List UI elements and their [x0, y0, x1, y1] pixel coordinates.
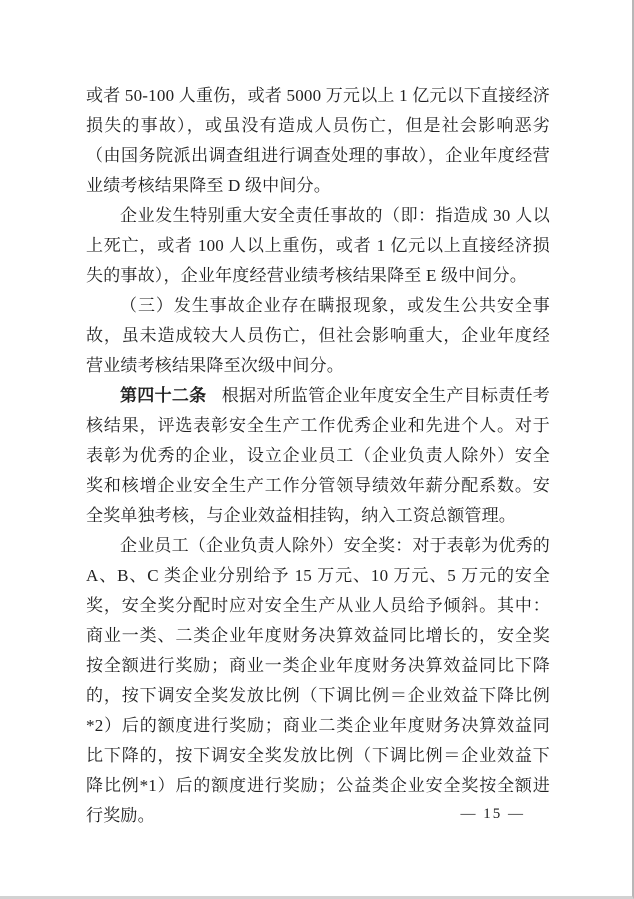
article-42-body: 根据对所监管企业年度安全生产目标责任考核结果，评选表彰安全生产工作优秀企业和先进个人。对于表彰为优秀的企业，设立企业员工（企业负责人除外）安全奖和核增企业安全生产工作分管领导绩效年薪分配系数。安全奖单独考核，与企业效益相挂钩，纳入工资总额管理。 — [86, 386, 550, 525]
document-body — [86, 81, 550, 831]
paragraph-safety-award: 企业员工（企业负责人除外）安全奖：对于表彰为优秀的 A、B、C 类企业分别给予 15 万元、10 万元、5 万元的安全奖，安全奖分配时应对安全生产从业人员给予倾斜。其中：商业一类、二类企业年度财务决算效益同比增长的，安全奖按全额进行奖励；商业一类企业年度财务决算效益同比下降的，按下调安全奖发放比例（下调比例＝企业效益下降比例*2）后的额度进行奖励；商业二类企业年度财务决算效益同比下降的，按下调安全奖发放比例（下调比例＝企业效益下降比例*1）后的额度进行奖励；公益类企业安全奖按全额进行奖励。 — [86, 536, 550, 825]
paragraph-article-42 — [86, 381, 550, 531]
paragraph-accident-e-grade: 企业发生特别重大安全责任事故的（即：指造成 30 人以上死亡，或者 100 人以上重伤，或者 1 亿元以上直接经济损失的事故），企业年度经营业绩考核结果降至 E 级中间分。 — [86, 206, 550, 285]
article-42-number: 第四十二条 — [120, 386, 207, 405]
page-number: — 15 — — [460, 806, 525, 822]
paragraph-item-three: （三）发生事故企业存在瞒报现象，或发生公共安全事故，虽未造成较大人员伤亡，但社会影响重大，企业年度经营业绩考核结果降至次级中间分。 — [86, 296, 550, 375]
paragraph-accident-d-grade: 或者 50-100 人重伤，或者 5000 万元以上 1 亿元以下直接经济损失的事故），或虽没有造成人员伤亡，但是社会影响恶劣（由国务院派出调查组进行调查处理的事故），企业年度经营业绩考核结果降至 D 级中间分。 — [86, 86, 550, 195]
